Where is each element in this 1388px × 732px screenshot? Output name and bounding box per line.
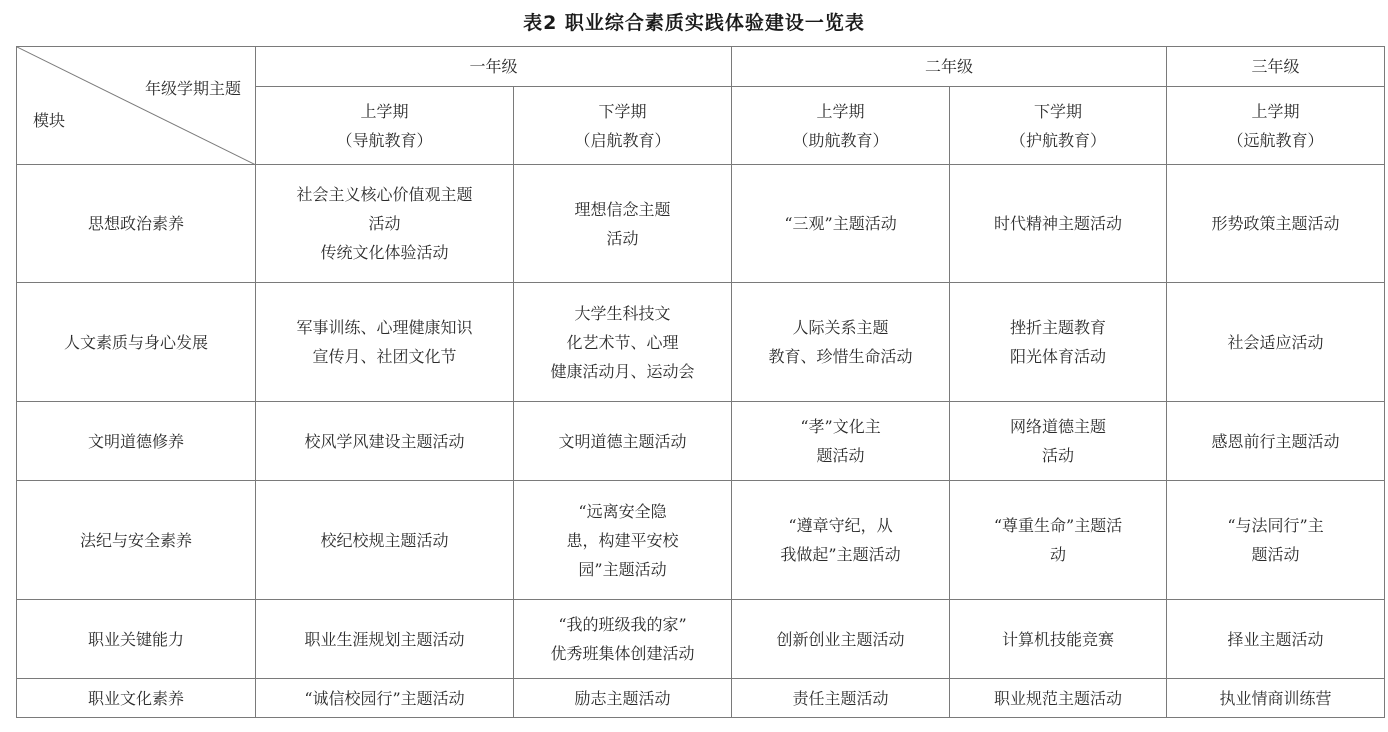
activity-text-line: 校风学风建设主题活动 (304, 431, 465, 451)
corner-label-grade-term-theme: 年级学期主题 (144, 79, 241, 98)
activity-cell (732, 600, 950, 679)
semester-term-label: 上学期 (1251, 101, 1300, 121)
activity-text-line: 化艺术节、心理 (566, 332, 679, 352)
activity-cell (950, 402, 1167, 481)
activity-cell (514, 402, 732, 481)
activity-cell (950, 679, 1167, 718)
grade-header-2: 二年级 (732, 47, 1167, 87)
activity-cell (950, 481, 1167, 600)
grade-header-row (17, 47, 1385, 87)
activity-text-line: “与法同行”主 (1227, 516, 1324, 535)
semester-header-4 (950, 87, 1167, 165)
activity-text-line: 执业情商训练营 (1219, 688, 1332, 708)
activity-text-line: 题活动 (816, 446, 865, 465)
activity-cell (256, 600, 514, 679)
semester-term-label: 下学期 (598, 101, 647, 121)
activity-text-line: “远离安全隐 (578, 501, 667, 521)
activity-text-line: 教育、珍惜生命活动 (768, 347, 913, 366)
activity-text-line: 活动 (1042, 446, 1075, 465)
table-row (17, 165, 1385, 283)
semester-term-label: 上学期 (360, 101, 409, 121)
activity-text-line: 形势政策主题活动 (1211, 214, 1340, 233)
semester-theme-label: （远航教育） (1227, 130, 1324, 150)
semester-theme-label: （护航教育） (1010, 130, 1107, 150)
semester-term-label: 下学期 (1034, 101, 1083, 121)
module-cell: 职业关键能力 (17, 600, 256, 679)
activity-cell (256, 402, 514, 481)
activity-cell (950, 283, 1167, 402)
activity-cell (1167, 600, 1385, 679)
semester-header-5 (1167, 87, 1385, 165)
table-row (17, 402, 1385, 481)
activity-text-line: 宣传月、社团文化节 (312, 347, 457, 366)
activity-text-line: 计算机技能竞赛 (1002, 629, 1115, 649)
semester-theme-label: （启航教育） (574, 130, 671, 150)
module-cell: 职业文化素养 (17, 679, 256, 718)
activity-cell (514, 165, 732, 283)
activity-text-line: 阳光体育活动 (1010, 347, 1107, 366)
activity-cell (732, 402, 950, 481)
activity-text-line: 我做起”主题活动 (780, 545, 901, 564)
activity-cell (514, 679, 732, 718)
activity-cell (514, 283, 732, 402)
activity-text-line: 健康活动月、运动会 (550, 361, 695, 381)
activity-cell (1167, 283, 1385, 402)
activity-text-line: “尊重生命”主题活 (993, 516, 1123, 535)
activity-text-line: 活动 (368, 214, 401, 233)
grade-header-3: 三年级 (1167, 47, 1385, 87)
activity-cell (256, 481, 514, 600)
activity-cell (950, 165, 1167, 283)
table-row (17, 679, 1385, 718)
activity-text-line: 理想信念主题 (574, 199, 671, 219)
activity-text-line: 优秀班集体创建活动 (550, 644, 695, 663)
activity-cell (950, 600, 1167, 679)
activity-text-line: 社会主义核心价值观主题 (296, 185, 473, 204)
activity-text-line: “我的班级我的家” (558, 615, 687, 634)
activity-text-line: 文明道德主题活动 (558, 431, 687, 451)
activity-cell (1167, 402, 1385, 481)
module-cell: 法纪与安全素养 (17, 481, 256, 600)
activity-text-line: 职业生涯规划主题活动 (304, 629, 465, 649)
activity-cell (1167, 679, 1385, 718)
semester-term-label: 上学期 (816, 101, 865, 121)
activity-text-line: 感恩前行主题活动 (1211, 431, 1340, 451)
semester-theme-label: （助航教育） (792, 130, 889, 150)
activity-text-line: 题活动 (1251, 545, 1300, 564)
activity-text-line: “三观”主题活动 (784, 214, 897, 233)
activity-cell (514, 481, 732, 600)
table-row (17, 600, 1385, 679)
activity-text-line: 励志主题活动 (574, 688, 671, 708)
activity-cell (732, 481, 950, 600)
corner-header-cell (17, 47, 256, 165)
activity-text-line: 大学生科技文 (574, 303, 671, 323)
corner-diagonal (17, 47, 256, 165)
activity-text-line: 患，构建平安校 (566, 530, 679, 550)
activity-text-line: “诚信校园行”主题活动 (304, 688, 465, 708)
activity-text-line: 传统文化体验活动 (320, 243, 449, 262)
activity-text-line: 时代精神主题活动 (994, 214, 1123, 233)
grade-header-1: 一年级 (256, 47, 732, 87)
activity-text-line: “遵章守纪，从 (788, 516, 893, 535)
activity-cell (732, 679, 950, 718)
semester-header-1 (256, 87, 514, 165)
module-cell: 人文素质与身心发展 (17, 283, 256, 402)
activity-text-line: 创新创业主题活动 (776, 629, 905, 649)
activity-table (16, 46, 1385, 718)
activity-text-line: 择业主题活动 (1227, 629, 1324, 649)
table-row (17, 283, 1385, 402)
activity-text-line: 军事训练、心理健康知识 (296, 318, 473, 337)
activity-cell (256, 165, 514, 283)
semester-theme-label: （导航教育） (336, 130, 433, 150)
activity-text-line: 园”主题活动 (578, 559, 667, 579)
semester-header-2 (514, 87, 732, 165)
activity-text-line: 职业规范主题活动 (994, 688, 1123, 708)
module-cell: 思想政治素养 (17, 165, 256, 283)
activity-text-line: 动 (1050, 545, 1067, 564)
table-row (17, 481, 1385, 600)
activity-cell (732, 283, 950, 402)
activity-text-line: 人际关系主题 (792, 318, 889, 337)
activity-cell (1167, 481, 1385, 600)
activity-cell (256, 283, 514, 402)
table-title: 表2 职业综合素质实践体验建设一览表 (523, 12, 865, 34)
activity-text-line: 校纪校规主题活动 (320, 530, 449, 550)
activity-text-line: 网络道德主题 (1010, 417, 1107, 436)
activity-cell (1167, 165, 1385, 283)
activity-cell (732, 165, 950, 283)
activity-text-line: 挫折主题教育 (1010, 318, 1107, 337)
activity-text-line: 责任主题活动 (792, 688, 889, 708)
activity-text-line: “孝”文化主 (800, 417, 881, 436)
activity-text-line: 社会适应活动 (1227, 332, 1324, 352)
activity-text-line: 活动 (606, 228, 639, 248)
corner-label-module: 模块 (33, 111, 66, 130)
semester-header-3 (732, 87, 950, 165)
activity-cell (514, 600, 732, 679)
module-cell: 文明道德修养 (17, 402, 256, 481)
activity-cell (256, 679, 514, 718)
